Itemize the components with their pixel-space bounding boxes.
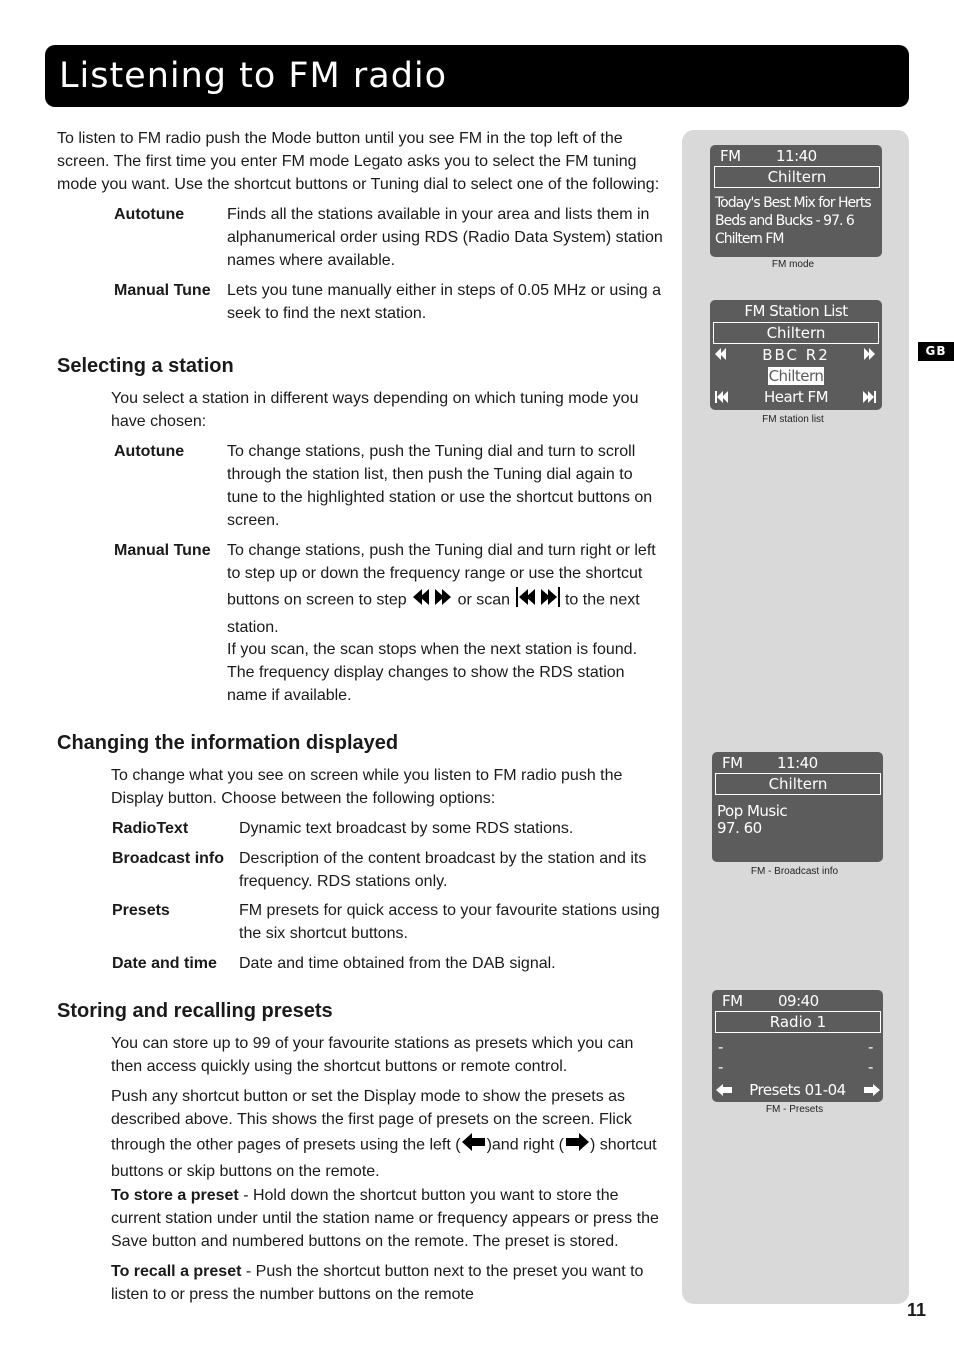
step-forward-icon <box>862 346 876 366</box>
recall-preset-instructions <box>111 1260 667 1306</box>
term-manual-tune: Manual Tune <box>114 282 211 299</box>
heading-selecting-station: Selecting a station <box>57 355 234 377</box>
storing-p2-part2: )and right ( <box>486 1136 564 1154</box>
lcd-radiotext-line2: Beds and Bucks - 97. 6 <box>715 213 854 229</box>
term-manual-select: Manual Tune <box>114 542 211 559</box>
page-title: Listening to FM radio <box>59 56 448 96</box>
storing-p2 <box>111 1085 667 1183</box>
desc-date-time: Date and time obtained from the DAB signal. <box>239 955 556 972</box>
preset-slot-empty: - <box>868 1038 873 1056</box>
lcd-list-item-highlight <box>710 367 882 385</box>
lcd-list-item: Heart FM <box>763 388 829 406</box>
manual-desc-part1: To change stations, push the Tuning dial and turn right or left to step up or down the frequency range or use the shortcut buttons on screen to step <box>227 542 656 609</box>
desc-broadcast-info: Description of the content broadcast by the station and its frequency. RDS stations only. <box>239 850 647 890</box>
selecting-intro: You select a station in different ways depending on which tuning mode you have chosen: <box>111 390 639 430</box>
lcd-list-item: BBC R2 <box>762 346 830 364</box>
preset-slot-empty: - <box>718 1038 723 1056</box>
store-preset-instructions <box>111 1184 667 1253</box>
highlighted-station: Chiltern <box>768 367 824 385</box>
caption-broadcast-info: FM - Broadcast info <box>750 866 839 877</box>
lcd-genre: Pop Music <box>717 802 788 820</box>
desc-presets: FM presets for quick access to your favourite stations using the six shortcut buttons. <box>239 902 660 942</box>
lcd-list-item-selected: Chiltern <box>713 322 879 344</box>
lcd-mode-label: FM <box>722 754 743 772</box>
recall-preset-text: - Push the shortcut button next to the preset you want to listen to or press the number buttons on the remote <box>111 1263 644 1303</box>
manual-desc-part2: or scan <box>457 591 511 609</box>
language-tab: GB <box>918 342 954 361</box>
left-arrow-icon <box>461 1131 487 1160</box>
preset-slot-empty: - <box>868 1058 873 1076</box>
desc-autotune-select: To change stations, push the Tuning dial and turn to scroll through the station list, then push the Tuning dial again to tune to the highlighted station or use the shortcut buttons on screen. <box>227 443 653 529</box>
preset-page-right-icon <box>863 1083 881 1101</box>
page-number: 11 <box>907 1300 927 1320</box>
lcd-list-header: FM Station List <box>744 302 848 320</box>
scan-forward-icon <box>861 389 877 409</box>
term-presets: Presets <box>112 902 170 919</box>
lcd-station-box: Radio 1 <box>715 1011 881 1033</box>
lcd-station-list <box>710 300 882 410</box>
term-broadcast-info: Broadcast info <box>112 850 225 867</box>
lcd-time: 11:40 <box>777 754 818 772</box>
changing-intro: To change what you see on screen while you listen to FM radio push the Display button. Choose between the following options: <box>111 767 623 807</box>
caption-fm-mode: FM mode <box>771 259 815 270</box>
term-autotune-select: Autotune <box>114 443 185 460</box>
caption-presets: FM - Presets <box>765 1104 824 1115</box>
lcd-mode-label: FM <box>722 992 743 1010</box>
step-buttons-icon <box>411 586 453 615</box>
lcd-presets <box>712 990 883 1102</box>
caption-station-list: FM station list <box>762 414 824 425</box>
preset-slot-empty: - <box>718 1058 723 1076</box>
scan-buttons-icon <box>515 585 561 616</box>
intro-text: To listen to FM radio push the Mode button until you see FM in the top left of the screen. The first time you enter FM mode Legato asks you to select the FM tuning mode you want. Use the shortcut buttons or Tuning dial to select one of the following: <box>57 130 660 193</box>
lcd-time: 09:40 <box>778 992 819 1010</box>
lcd-frequency: 97. 60 <box>717 819 762 837</box>
heading-storing-presets: Storing and recalling presets <box>57 1000 333 1022</box>
lcd-mode-label: FM <box>720 147 741 165</box>
right-arrow-icon <box>564 1131 590 1160</box>
lcd-station-box: Chiltern <box>714 166 880 188</box>
scan-note: If you scan, the scan stops when the next station is found. The frequency display changes to show the RDS station name if available. <box>227 641 638 704</box>
storing-p1: You can store up to 99 of your favourite stations as presets which you can then access quickly using the shortcut buttons or remote control. <box>111 1035 634 1075</box>
term-date-time: Date and time <box>112 955 217 972</box>
storing-p2-part1: Push any shortcut button or set the Display mode to show the presets as described above. This shows the first page of presets on the screen. Flick through the other pages of presets using the left ( <box>111 1088 632 1154</box>
term-autotune: Autotune <box>114 206 185 223</box>
lcd-broadcast-info <box>712 752 883 862</box>
lcd-station-box: Chiltern <box>715 773 881 795</box>
desc-manual-select <box>227 539 667 639</box>
store-preset-label: To store a preset <box>111 1187 239 1204</box>
lcd-time: 11:40 <box>776 147 817 165</box>
heading-changing-info: Changing the information displayed <box>57 732 399 754</box>
term-radiotext: RadioText <box>112 820 189 837</box>
storing-p2-part3: ) shortcut buttons or skip buttons on the remote. <box>111 1136 657 1180</box>
lcd-radiotext-line1: Today's Best Mix for Herts <box>715 195 871 211</box>
lcd-fm-mode <box>710 145 882 257</box>
manual-desc-part3: to the next station. <box>227 591 640 636</box>
desc-manual-tune: Lets you tune manually either in steps of 0.05 MHz or using a seek to find the next station. <box>227 282 662 322</box>
desc-radiotext: Dynamic text broadcast by some RDS stations. <box>239 820 574 837</box>
lcd-radiotext-line3: Chiltern FM <box>715 231 784 247</box>
lcd-presets-page: Presets 01-04 <box>749 1081 846 1099</box>
desc-autotune: Finds all the stations available in your area and lists them in alphanumerical order using RDS (Radio Data System) station names where available. <box>227 206 663 269</box>
recall-preset-label: To recall a preset <box>111 1263 242 1280</box>
store-preset-text: - Hold down the shortcut button you want to store the current station under until the station name or frequency appears or press the Save button and numbered buttons on the remote. The preset is stored. <box>111 1187 659 1250</box>
title-bar <box>45 45 909 107</box>
